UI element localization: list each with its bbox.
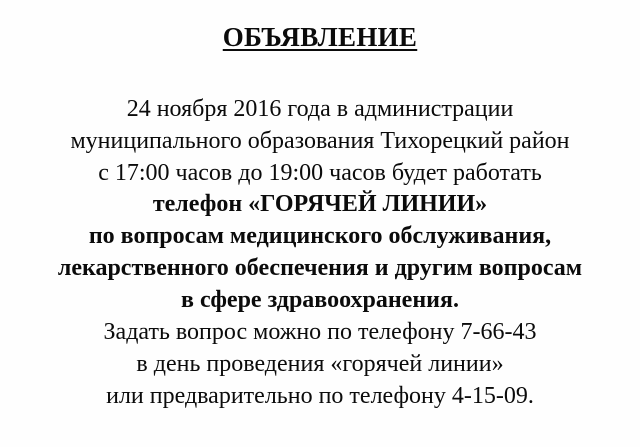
body-line-phone-main: Задать вопрос можно по телефону 7-66-43 <box>103 319 537 345</box>
body-line-topic-drugs: лекарственного обеспечения и другим вопросам <box>57 255 583 281</box>
body-line-date: 24 ноября 2016 года в администрации <box>126 96 514 122</box>
body-line-organization: муниципального образования Тихорецкий район <box>70 128 570 154</box>
announcement-title <box>0 21 640 53</box>
body-line-hotline-day: в день проведения «горячей линии» <box>136 351 504 377</box>
body-line-hotline: телефон «ГОРЯЧЕЙ ЛИНИИ» <box>152 191 488 217</box>
body-line-phone-advance: или предварительно по телефону 4-15-09. <box>106 383 534 409</box>
body-line-hours: с 17:00 часов до 19:00 часов будет работать <box>98 160 542 186</box>
announcement-title-text: ОБЪЯВЛЕНИЕ <box>222 22 418 52</box>
body-line-topic-medical: по вопросам медицинского обслуживания, <box>88 223 552 249</box>
body-line-topic-healthcare: в сфере здравоохранения. <box>181 287 459 313</box>
